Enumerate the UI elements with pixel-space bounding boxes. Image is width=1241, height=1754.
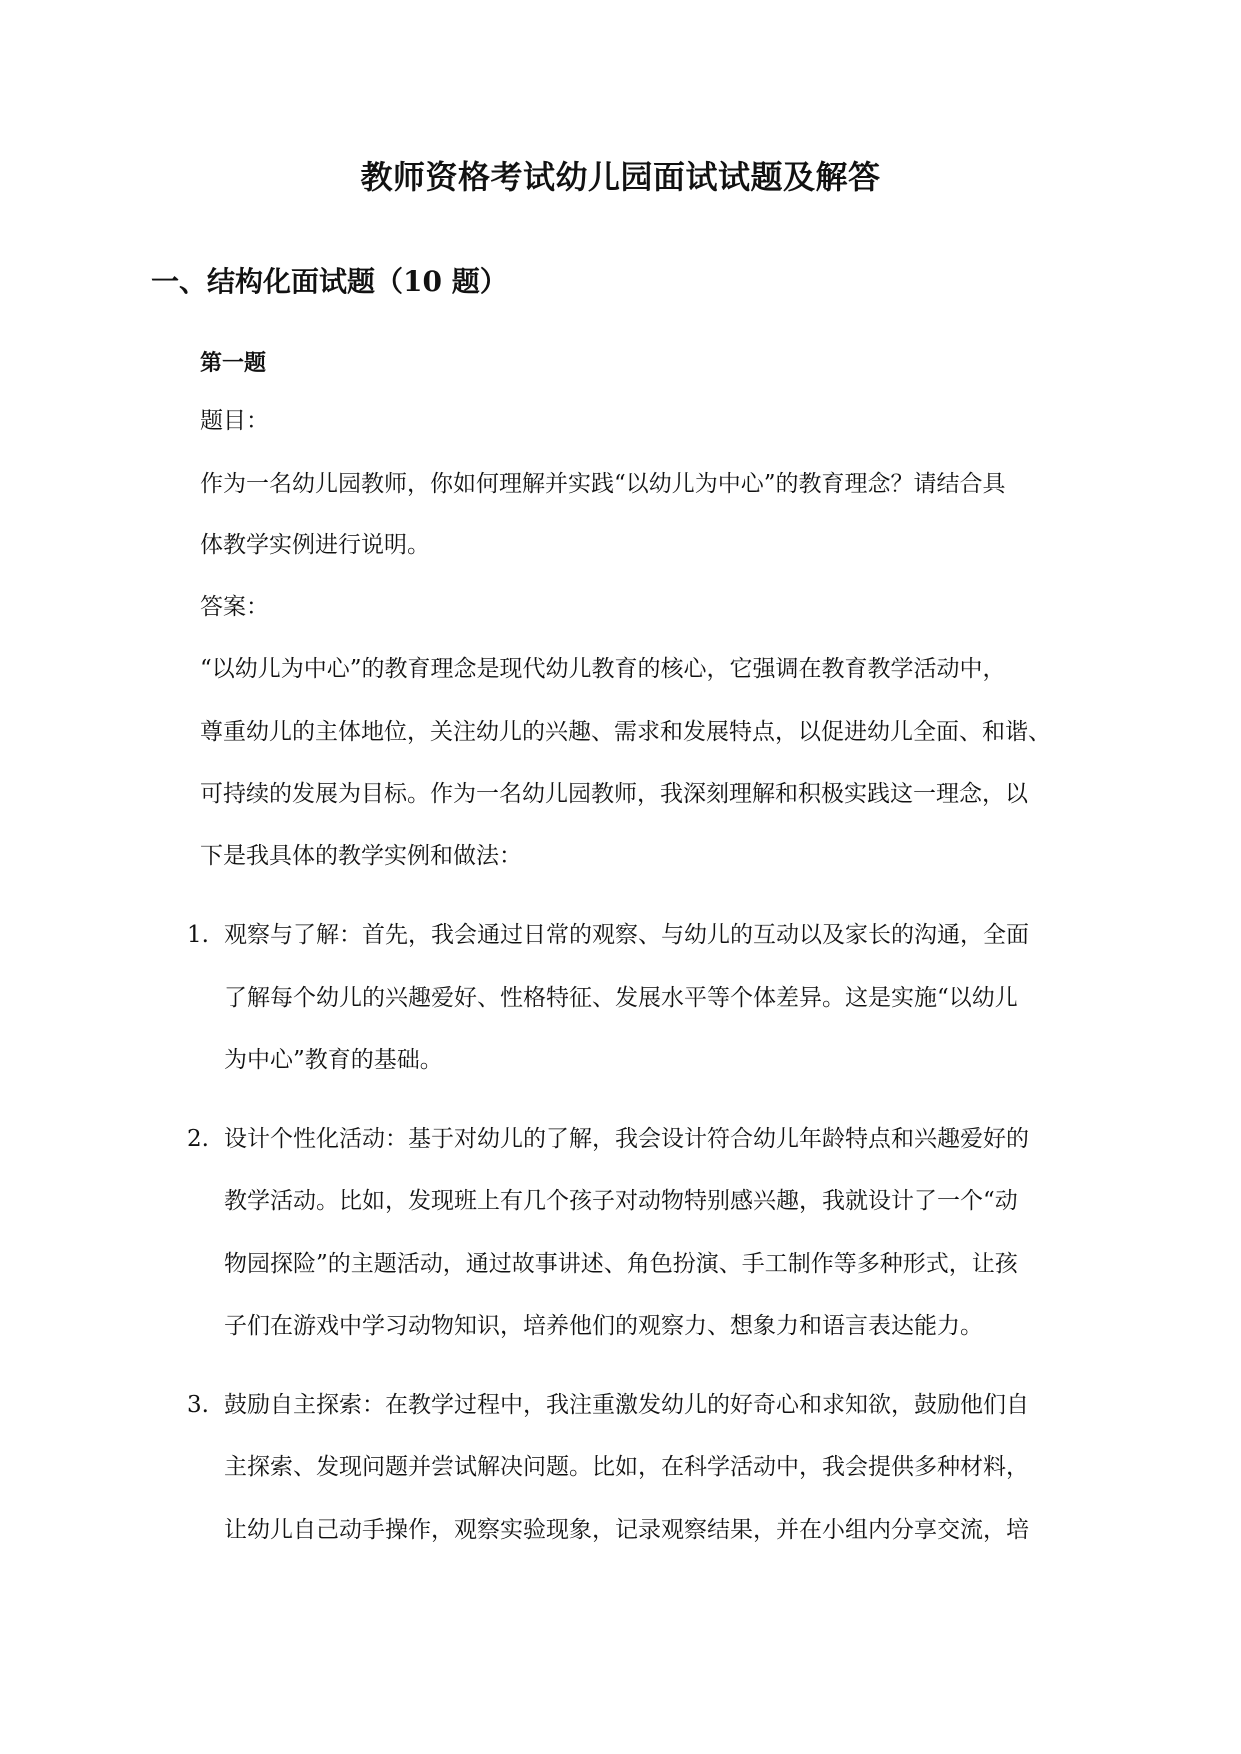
question-heading: 第一题 [200,350,267,376]
prompt-line: 体教学实例进行说明。 [200,532,430,558]
prompt-label: 题目： [200,408,269,434]
list-item-line: 物园探险”的主题活动，通过故事讲述、角色扮演、手工制作等多种形式，让孩 [224,1251,1018,1277]
document-title: 教师资格考试幼儿园面试试题及解答 [360,158,881,196]
list-item-line: 鼓励自主探索：在教学过程中，我注重激发幼儿的好奇心和求知欲，鼓励他们自 [224,1392,1029,1418]
list-item-line: 教学活动。比如，发现班上有几个孩子对动物特别感兴趣，我就设计了一个“动 [224,1188,1018,1214]
answer-intro-line: “以幼儿为中心”的教育理念是现代幼儿教育的核心，它强调在教育教学活动中， [200,656,1006,682]
list-item-line: 主探索、发现问题并尝试解决问题。比如，在科学活动中，我会提供多种材料， [224,1454,1029,1480]
answer-label: 答案： [200,594,269,620]
list-item-line: 设计个性化活动：基于对幼儿的了解，我会设计符合幼儿年龄特点和兴趣爱好的 [224,1126,1029,1152]
list-item-line: 让幼儿自己动手操作，观察实验现象，记录观察结果，并在小组内分享交流，培 [224,1517,1029,1543]
prompt-line: 作为一名幼儿园教师，你如何理解并实践“以幼儿为中心”的教育理念？请结合具 [200,471,1006,497]
answer-intro-line: 可持续的发展为目标。作为一名幼儿园教师，我深刻理解和积极实践这一理念，以 [200,781,1028,807]
list-item-number: 3. [187,1392,209,1418]
list-item-line: 为中心”教育的基础。 [224,1047,443,1073]
list-item-line: 观察与了解：首先，我会通过日常的观察、与幼儿的互动以及家长的沟通，全面 [224,922,1029,948]
section-heading: 一、结构化面试题（10 题） [151,265,508,298]
list-item-line: 了解每个幼儿的兴趣爱好、性格特征、发展水平等个体差异。这是实施“以幼儿 [224,985,1018,1011]
answer-intro-line: 下是我具体的教学实例和做法： [200,843,522,869]
list-item-line: 子们在游戏中学习动物知识，培养他们的观察力、想象力和语言表达能力。 [224,1313,983,1339]
list-item-number: 2. [187,1126,209,1152]
answer-intro-line: 尊重幼儿的主体地位，关注幼儿的兴趣、需求和发展特点，以促进幼儿全面、和谐、 [200,719,1051,745]
list-item-number: 1. [187,922,209,948]
